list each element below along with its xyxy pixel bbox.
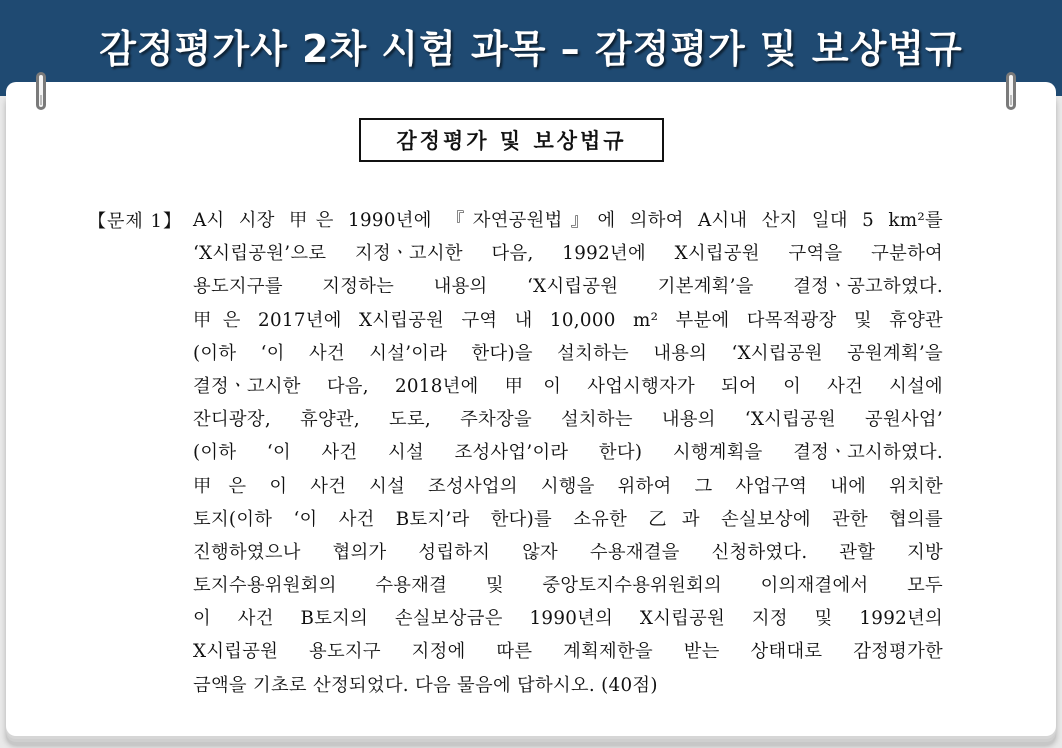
- question-line: 결정ㆍ고시한 다음, 2018년에 甲이 사업시행자가 되어 이 사건 시설에: [193, 375, 943, 397]
- question-line: A시 시장 甲은 1990년에 『자연공원법』에 의하여 A시내 산지 일대 5 km²를: [193, 210, 943, 231]
- question-line: 금액을 기초로 산정되었다. 다음 물음에 답하시오. (40점): [193, 674, 658, 696]
- question-line: 용도지구를 지정하는 내용의 ‘X시립공원 기본계획’을 결정ㆍ공고하였다.: [193, 276, 943, 298]
- question-line: (이하 ‘이 사건 시설 조성사업’이라 한다) 시행계획을 결정ㆍ고시하였다.: [193, 442, 943, 464]
- question-line: 토지수용위원회의 수용재결 및 중앙토지수용위원회의 이의재결에서 모두: [193, 575, 943, 597]
- header-title: 감정평가사 2차 시험 과목 – 감정평가 및 보상법규: [99, 26, 963, 71]
- question-line: 이 사건 B토지의 손실보상금은 1990년의 X시립공원 지정 및 1992년의: [193, 608, 943, 630]
- question-line: (이하 ‘이 사건 시설’이라 한다)을 설치하는 내용의 ‘X시립공원 공원계획’을: [193, 342, 943, 364]
- question-line: 잔디광장, 휴양관, 도로, 주차장을 설치하는 내용의 ‘X시립공원 공원사업’: [193, 409, 943, 431]
- question-line: 甲은 2017년에 X시립공원 구역 내 10,000 m² 부분에 다목적광장 및 휴양관: [193, 309, 943, 331]
- binder-ring-right-icon: [1006, 72, 1016, 110]
- question-line: 甲은 이 사건 시설 조성사업의 시행을 위하여 그 사업구역 내에 위치한: [193, 475, 943, 497]
- binder-ring-left-icon: [36, 72, 46, 110]
- question-label: 【문제 1】: [88, 211, 182, 232]
- question-line: 진행하였으나 협의가 성립하지 않자 수용재결을 신청하였다. 관할 지방: [193, 541, 943, 563]
- question-line: ‘X시립공원’으로 지정ㆍ고시한 다음, 1992년에 X시립공원 구역을 구분하여: [193, 243, 943, 265]
- question-line: X시립공원 용도지구 지정에 따른 계획제한을 받는 상태대로 감정평가한: [193, 641, 943, 663]
- question-line: 토지(이하 ‘이 사건 B토지’라 한다)를 소유한 乙과 손실보상에 관한 협의를: [193, 508, 943, 530]
- document-title: 감정평가 및 보상법규: [359, 118, 664, 162]
- question-body: [193, 204, 943, 702]
